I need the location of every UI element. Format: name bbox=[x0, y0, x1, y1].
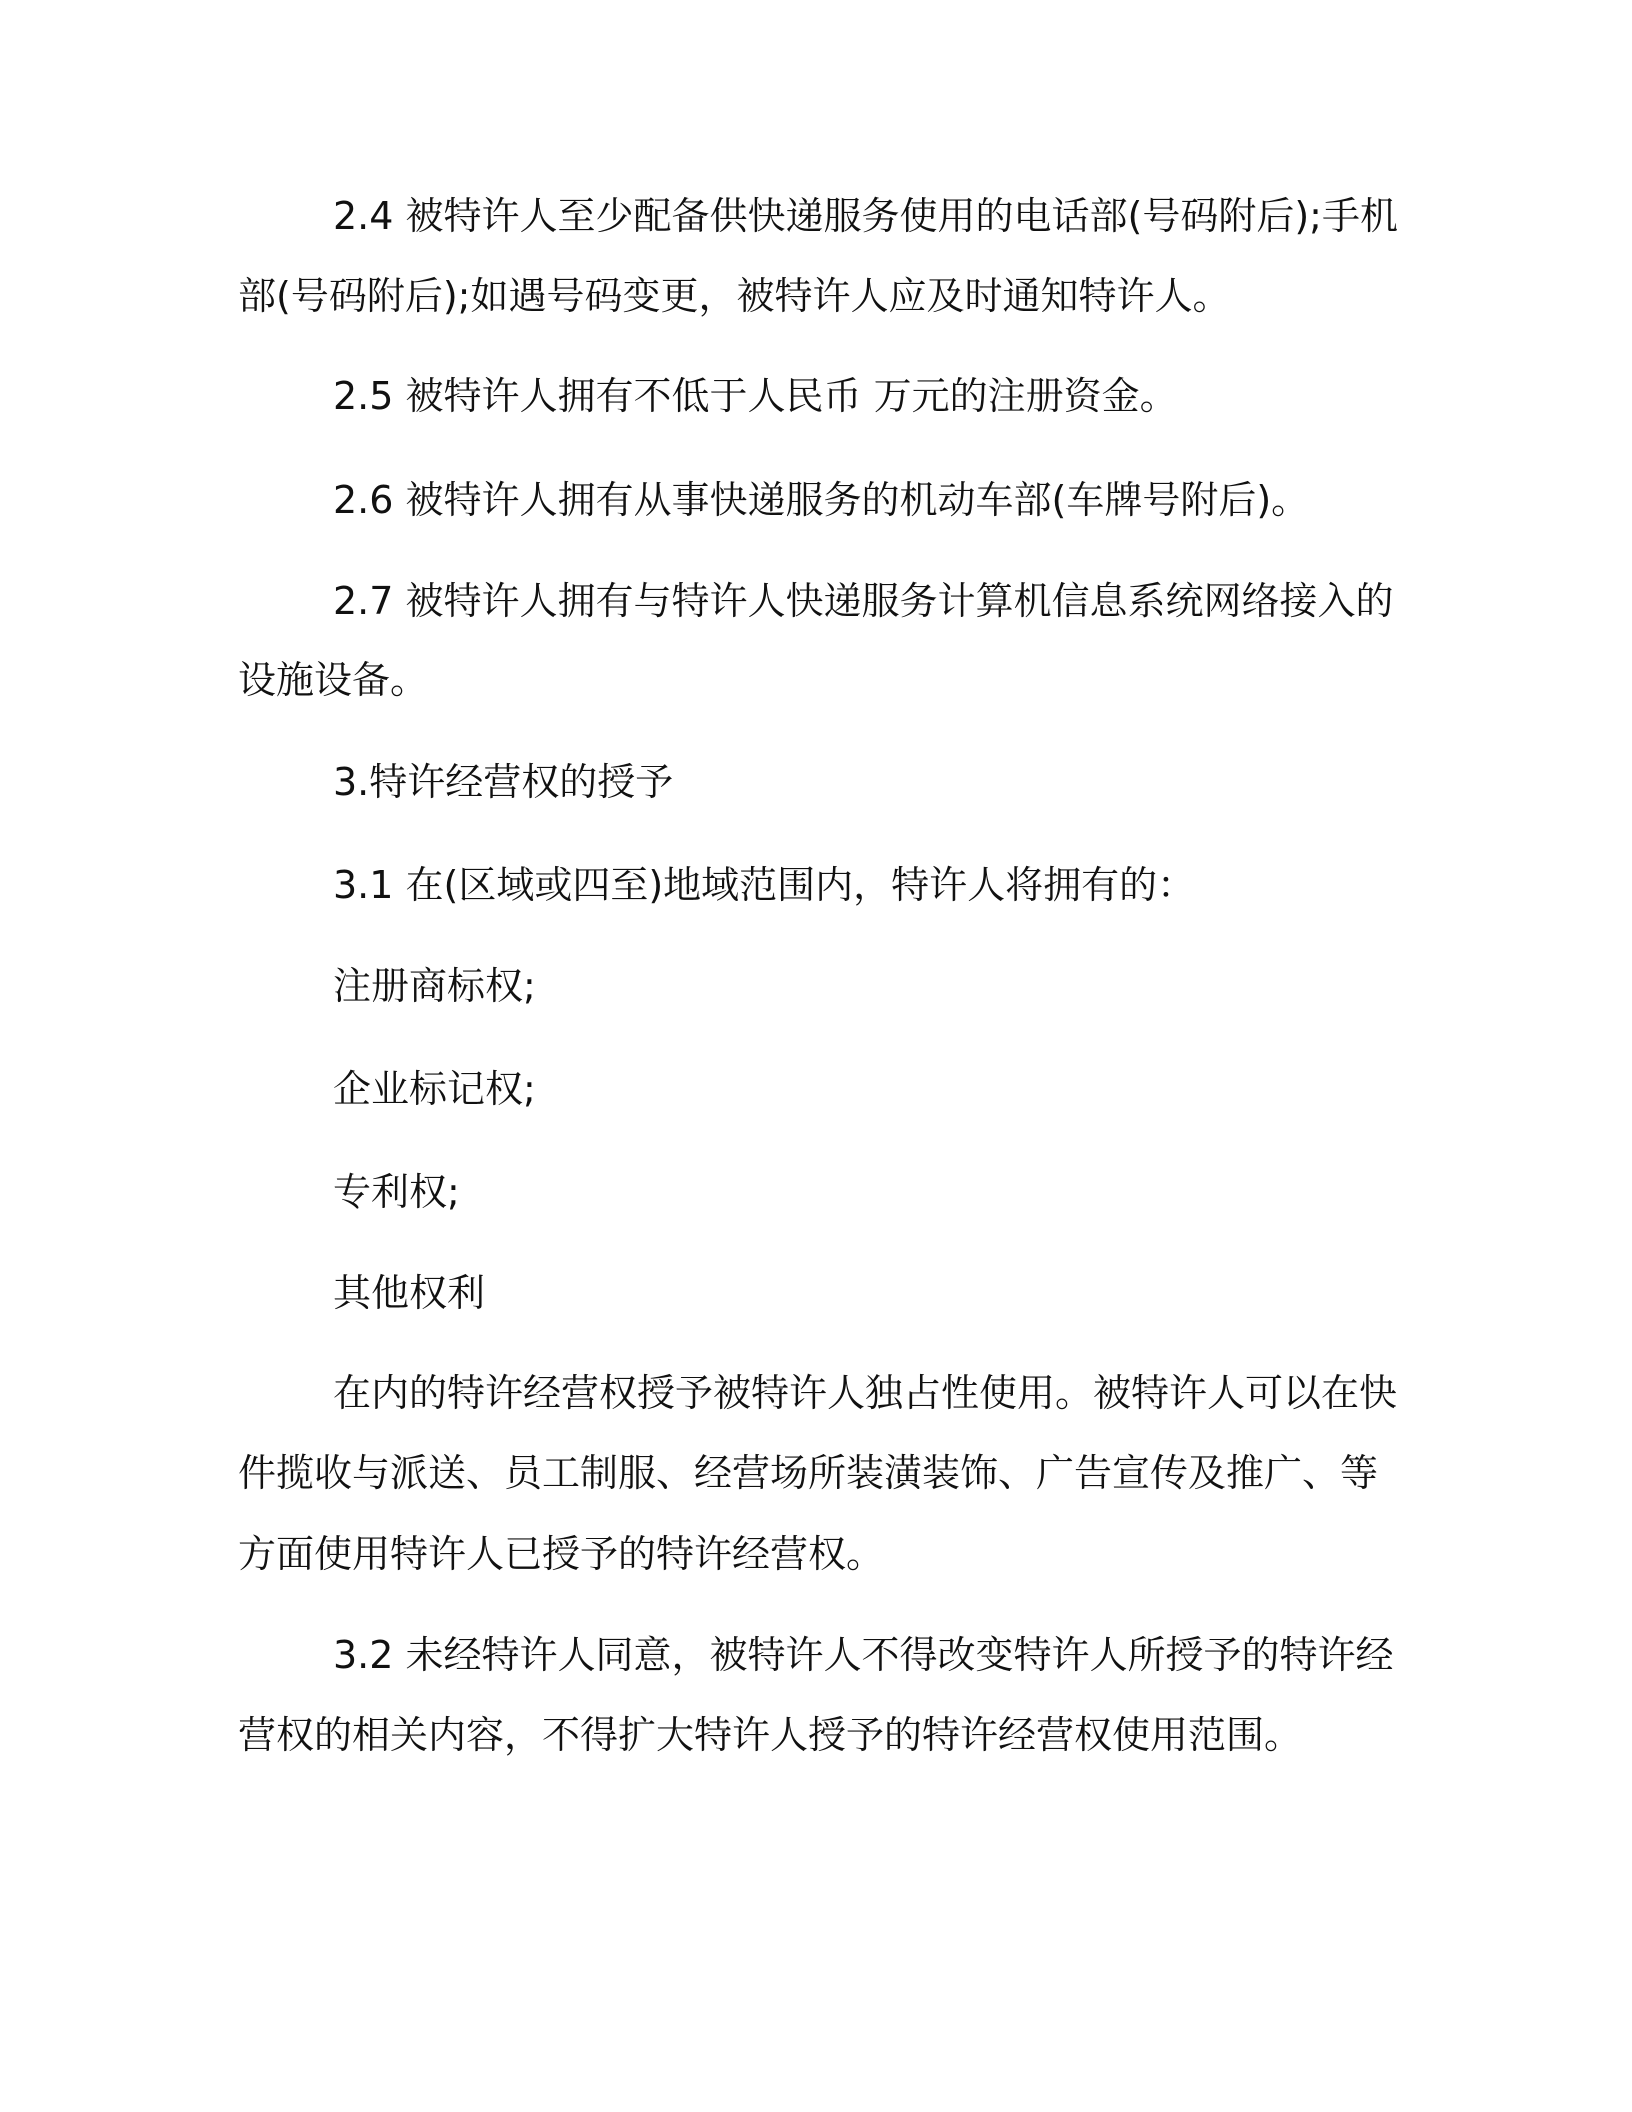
text-line-2-6: 2.6 被特许人拥有从事快递服务的机动车部(车牌号附后)。 bbox=[333, 478, 1310, 522]
text-line-3-2-b: 营权的相关内容，不得扩大特许人授予的特许经营权使用范围。 bbox=[238, 1713, 1303, 1757]
text-line-grant-b: 件揽收与派送、员工制服、经营场所装潢装饰、广告宣传及推广、等 bbox=[238, 1451, 1379, 1495]
text-line-3-2-a: 3.2 未经特许人同意，被特许人不得改变特许人所授予的特许经 bbox=[333, 1633, 1394, 1677]
list-item-enterprise-mark: 企业标记权; bbox=[333, 1067, 536, 1111]
text-line-2-5: 2.5 被特许人拥有不低于人民币 万元的注册资金。 bbox=[333, 374, 1178, 418]
text-line-2-4-b: 部(号码附后);如遇号码变更，被特许人应及时通知特许人。 bbox=[238, 274, 1231, 318]
text-line-3-1: 3.1 在(区域或四至)地域范围内，特许人将拥有的： bbox=[333, 863, 1196, 907]
text-line-grant-c: 方面使用特许人已授予的特许经营权。 bbox=[238, 1532, 885, 1576]
list-item-other-rights: 其他权利 bbox=[333, 1271, 486, 1315]
text-line-grant-a: 在内的特许经营权授予被特许人独占性使用。被特许人可以在快 bbox=[333, 1371, 1398, 1415]
list-item-patent: 专利权; bbox=[333, 1170, 460, 1214]
text-line-2-7-a: 2.7 被特许人拥有与特许人快递服务计算机信息系统网络接入的 bbox=[333, 579, 1394, 623]
text-line-2-7-b: 设施设备。 bbox=[238, 658, 429, 702]
text-line-2-4-a: 2.4 被特许人至少配备供快递服务使用的电话部(号码附后);手机 bbox=[333, 194, 1398, 238]
section-heading-3: 3.特许经营权的授予 bbox=[333, 760, 674, 804]
list-item-trademark: 注册商标权; bbox=[333, 964, 536, 1008]
